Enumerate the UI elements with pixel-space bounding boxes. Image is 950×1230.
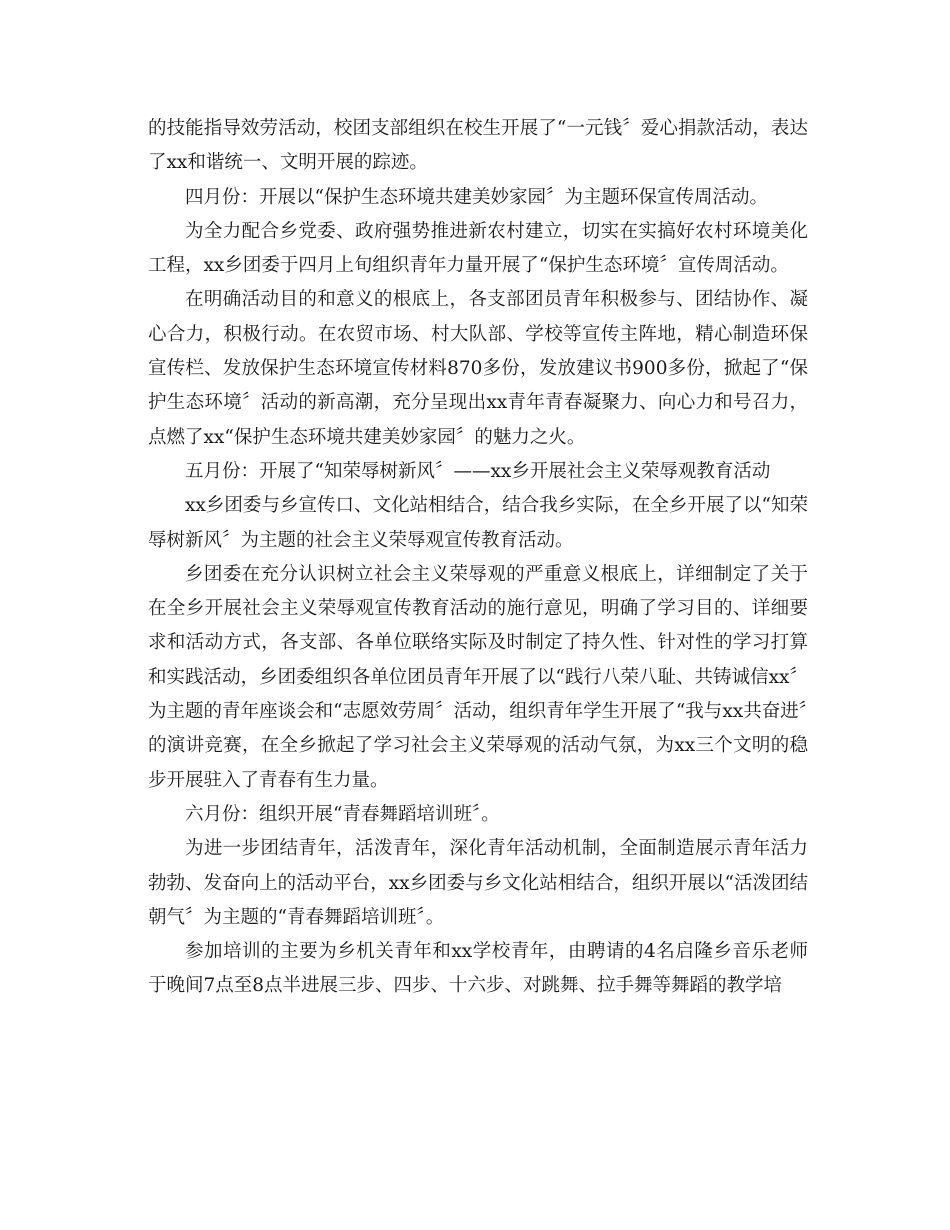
document-body — [148, 112, 808, 1004]
paragraph: 为全力配合乡党委、政府强势推进新农村建立，切实在实搞好农村环境美化工程，xx乡团委于四月上旬组织青年力量开展了“保护生态环境〞宣传周活动。 — [148, 220, 808, 277]
paragraph-continued: 的技能指导效劳活动，校团支部组织在校生开展了“一元钱〞爱心捐款活动，表达了xx和谐统一、文明开展的踪迹。 — [148, 118, 808, 174]
paragraph-may-heading: 五月份：开展了“知荣辱树新风〞——xx乡开展社会主义荣辱观教育活动 — [185, 460, 771, 482]
paragraph: xx乡团委与乡宣传口、文化站相结合，结合我乡实际，在全乡开展了以“知荣辱树新风〞为主题的社会主义荣辱观宣传教育活动。 — [148, 495, 808, 551]
paragraph: 乡团委在充分认识树立社会主义荣辱观的严重意义根底上，详细制定了关于在全乡开展社会主义荣辱观宣传教育活动的施行意见，明确了学习目的、详细要求和活动方式，各支部、各单位联络实际及时制定了持久性、针对性的学习打算和实践活动，乡团委组织各单位团员青年开展了以“践行八荣八耻、共铸诚信xx〞为主题的青年座谈会和“志愿效劳周〞活动，组织青年学生开展了“我与xx共奋进〞的演讲竞赛，在全乡掀起了学习社会主义荣辱观的活动气氛，为xx三个文明的稳步开展驻入了青春有生力量。 — [148, 563, 808, 791]
paragraph: 参加培训的主要为乡机关青年和xx学校青年，由聘请的4名启隆乡音乐老师于晚间7点至8点半进展三步、四步、十六步、对跳舞、拉手舞等舞蹈的教学培 — [148, 941, 808, 997]
paragraph: 为进一步团结青年，活泼青年，深化青年活动机制，全面制造展示青年活力勃勃、发奋向上的活动平台，xx乡团委与乡文化站相结合，组织开展以“活泼团结朝气〞为主题的“青春舞蹈培训班〞。 — [148, 838, 808, 928]
paragraph-june-heading: 六月份：组织开展“青春舞蹈培训班〞。 — [185, 803, 500, 825]
paragraph-april-heading: 四月份：开展以“保护生态环境共建美妙家园〞为主题环保宣传周活动。 — [185, 186, 768, 208]
paragraph: 在明确活动目的和意义的根底上，各支部团员青年积极参与、团结协作、凝心合力，积极行动。在农贸市场、村大队部、学校等宣传主阵地，精心制造环保宣传栏、发放保护生态环境宣传材料870多份，发放建议书900多份，掀起了“保护生态环境〞活动的新高潮，充分呈现出xx青年青春凝聚力、向心力和号召力，点燃了xx“保护生态环境共建美妙家园〞的魅力之火。 — [148, 289, 808, 448]
